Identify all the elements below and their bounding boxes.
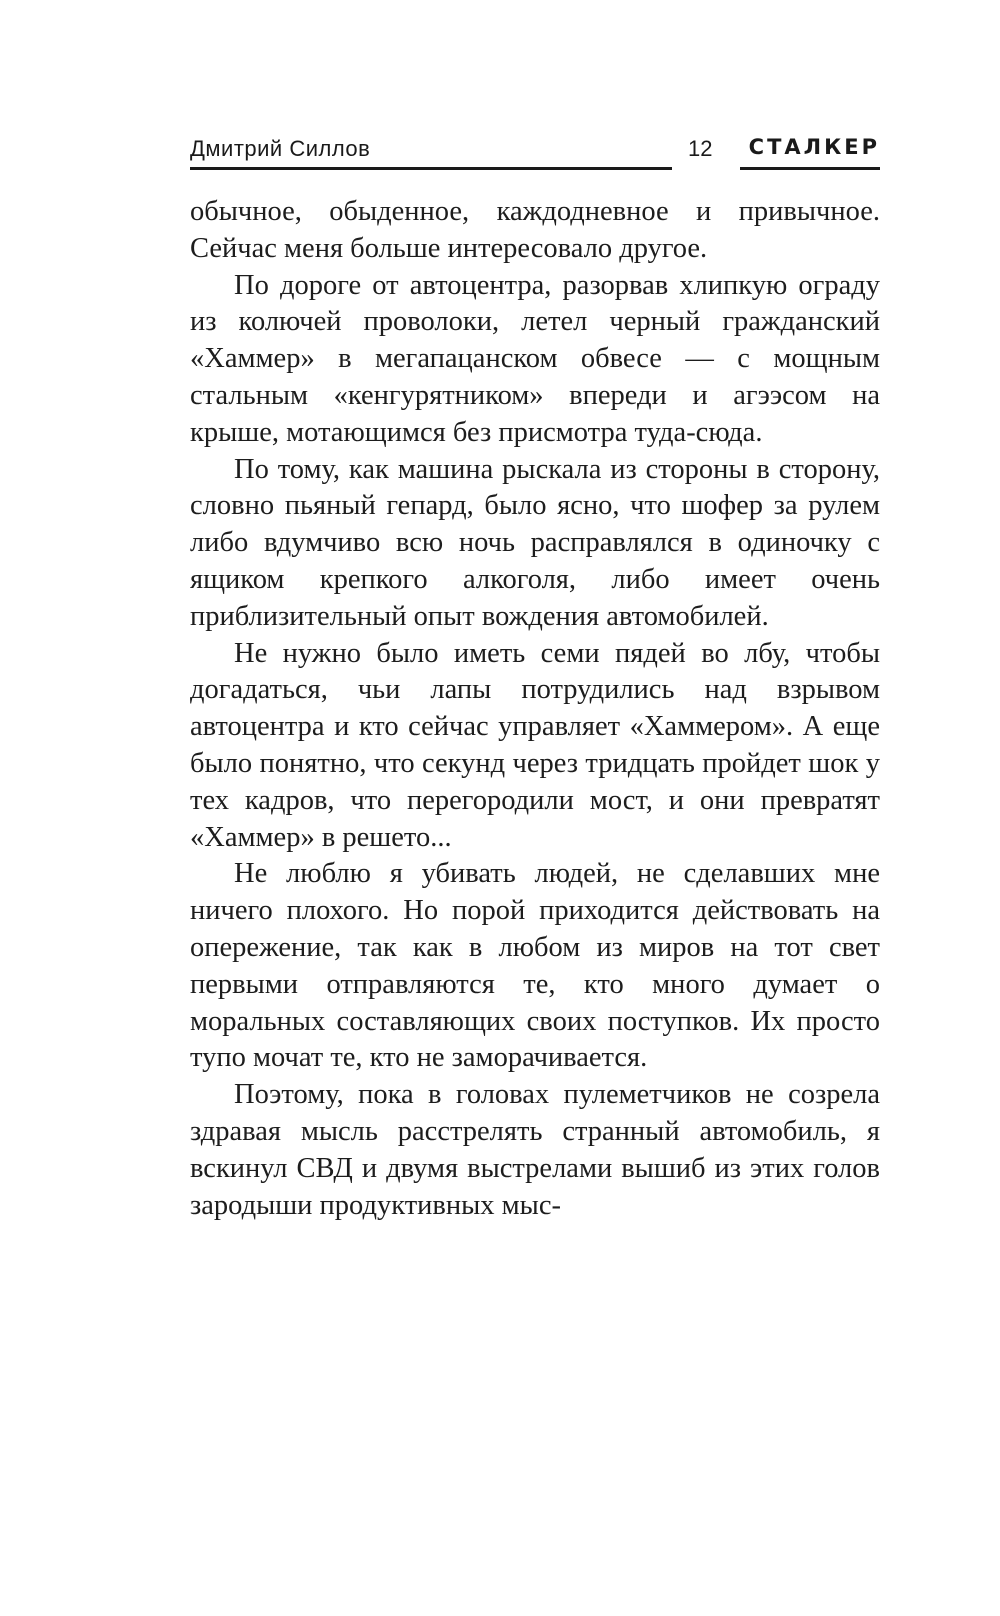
header-rule-right — [740, 167, 880, 170]
running-header — [190, 132, 880, 172]
body-text — [190, 194, 880, 1224]
paragraph: По дороге от автоцентра, разорвав хлипкую ограду из колючей проволоки, летел черный гражданский «Хаммер» в мегапацанском обвесе — с мощным стальным «кенгурятником» впереди и агээсом на крыше, мотающимся без присмотра туда-сюда. — [190, 269, 880, 448]
author-name: Дмитрий Силлов — [190, 136, 371, 161]
paragraph: Не нужно было иметь семи пядей во лбу, чтобы догадаться, чьи лапы потрудились над взрывом автоцентра и кто сейчас управляет «Хаммером». А еще было понятно, что секунд через тридцать пройдет шок у тех кадров, что перегородили мост, и они превратят «Хаммер» в решето... — [190, 637, 880, 853]
page-number: 12 — [688, 136, 713, 161]
paragraph-continued: обычное, обыденное, каждодневное и привычное. Сейчас меня больше интересовало другое. — [190, 196, 880, 264]
paragraph: По тому, как машина рыскала из стороны в сторону, словно пьяный гепард, было ясно, что шофер за рулем либо вдумчиво всю ночь расправлялся в одиночку с ящиком крепкого алкоголя, либо имеет очень приблизительный опыт вождения автомобилей. — [190, 453, 880, 632]
header-rule-left — [190, 167, 672, 170]
paragraph: Не люблю я убивать людей, не сделавших мне ничего плохого. Но порой приходится действовать на опережение, так как в любом из миров на тот свет первыми отправляются те, кто много думает о моральных составляющих своих поступков. Их просто тупо мочат те, кто не заморачивается. — [190, 858, 880, 1074]
paragraph: Поэтому, пока в головах пулеметчиков не созрела здравая мысль расстрелять странный автомобиль, я вскинул СВД и двумя выстрелами вышиб из этих голов зародыши продуктивных мыс- — [190, 1079, 880, 1221]
series-title: СТАЛКЕР — [748, 135, 880, 159]
